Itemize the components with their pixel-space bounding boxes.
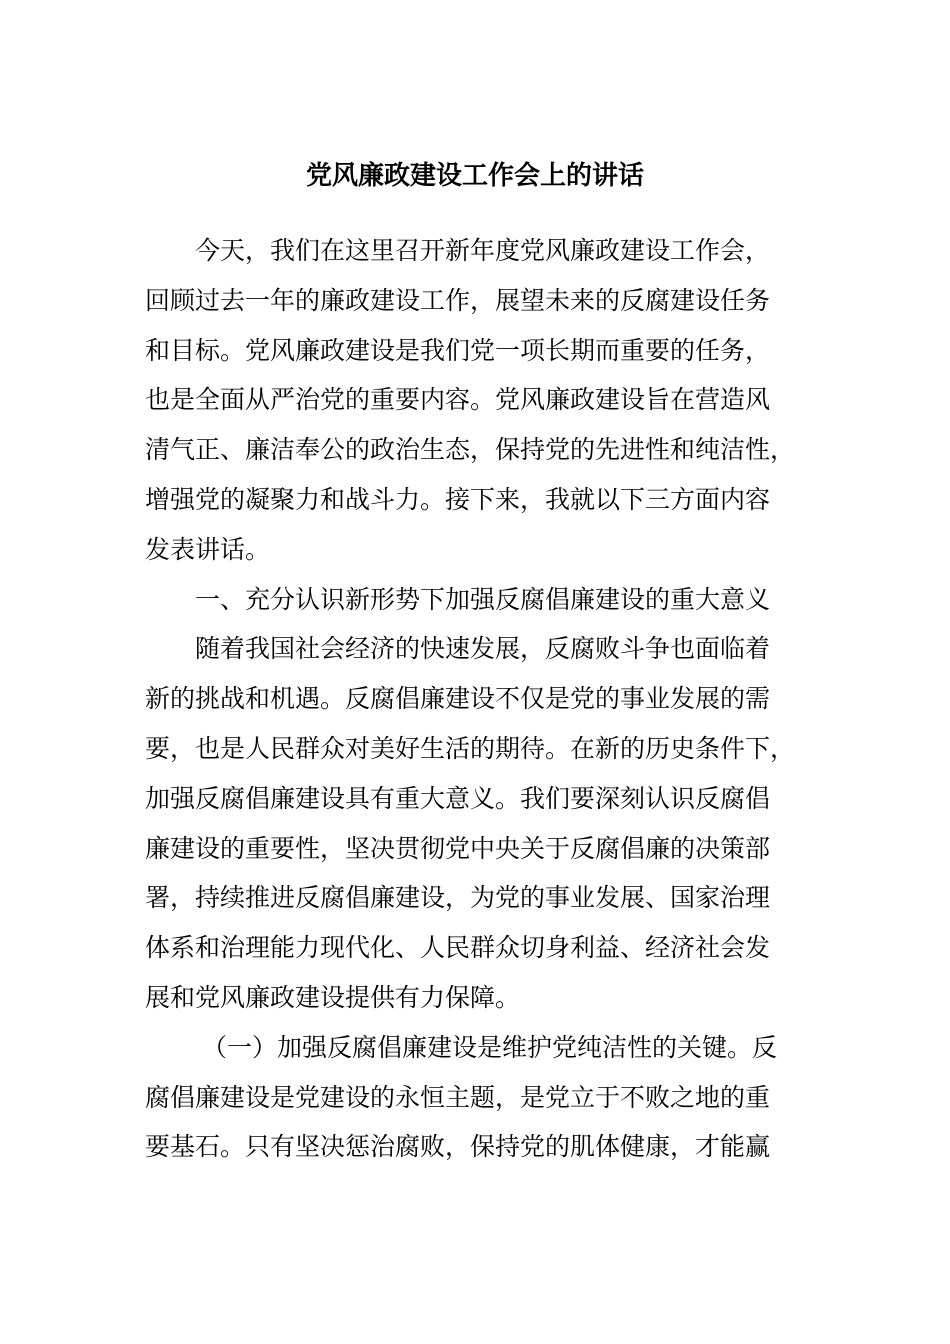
paragraph-line: 加强反腐倡廉建设具有重大意义。我们要深刻认识反腐倡 xyxy=(145,783,771,813)
section-heading: 一、充分认识新形势下加强反腐倡廉建设的重大意义 xyxy=(195,584,771,614)
paragraph-line: 要，也是人民群众对美好生活的期待。在新的历史条件下， xyxy=(145,733,796,763)
paragraph-line: 体系和治理能力现代化、人民群众切身利益、经济社会发 xyxy=(145,933,771,963)
paragraph-line: 要基石。只有坚决惩治腐败，保持党的肌体健康，才能赢 xyxy=(145,1132,771,1162)
paragraph-line: 腐倡廉建设是党建设的永恒主题，是党立于不败之地的重 xyxy=(145,1082,771,1112)
paragraph-line: 今天，我们在这里召开新年度党风廉政建设工作会， xyxy=(195,236,771,265)
paragraph-line: 署，持续推进反腐倡廉建设，为党的事业发展、国家治理 xyxy=(145,883,771,913)
paragraph-line: 展和党风廉政建设提供有力保障。 xyxy=(145,982,521,1012)
subsection-line: （一）加强反腐倡廉建设是维护党纯洁性的关键。反 xyxy=(202,1032,778,1062)
paragraph-line: 发表讲话。 xyxy=(145,534,271,564)
paragraph-line: 新的挑战和机遇。反腐倡廉建设不仅是党的事业发展的需 xyxy=(145,684,771,714)
paragraph-line: 增强党的凝聚力和战斗力。接下来，我就以下三方面内容 xyxy=(145,484,771,514)
paragraph-line: 清气正、廉洁奉公的政治生态，保持党的先进性和纯洁性， xyxy=(145,435,796,465)
paragraph-line: 和目标。党风廉政建设是我们党一项长期而重要的任务， xyxy=(145,335,771,365)
document-body xyxy=(145,226,825,1172)
paragraph-line: 廉建设的重要性，坚决贯彻党中央关于反腐倡廉的决策部 xyxy=(145,833,771,863)
paragraph-line: 回顾过去一年的廉政建设工作，展望未来的反腐建设任务 xyxy=(145,285,771,315)
paragraph-line: 也是全面从严治党的重要内容。党风廉政建设旨在营造风 xyxy=(145,385,771,415)
document-title: 党风廉政建设工作会上的讲话 xyxy=(305,161,644,191)
paragraph-line: 随着我国社会经济的快速发展，反腐败斗争也面临着 xyxy=(195,634,771,664)
